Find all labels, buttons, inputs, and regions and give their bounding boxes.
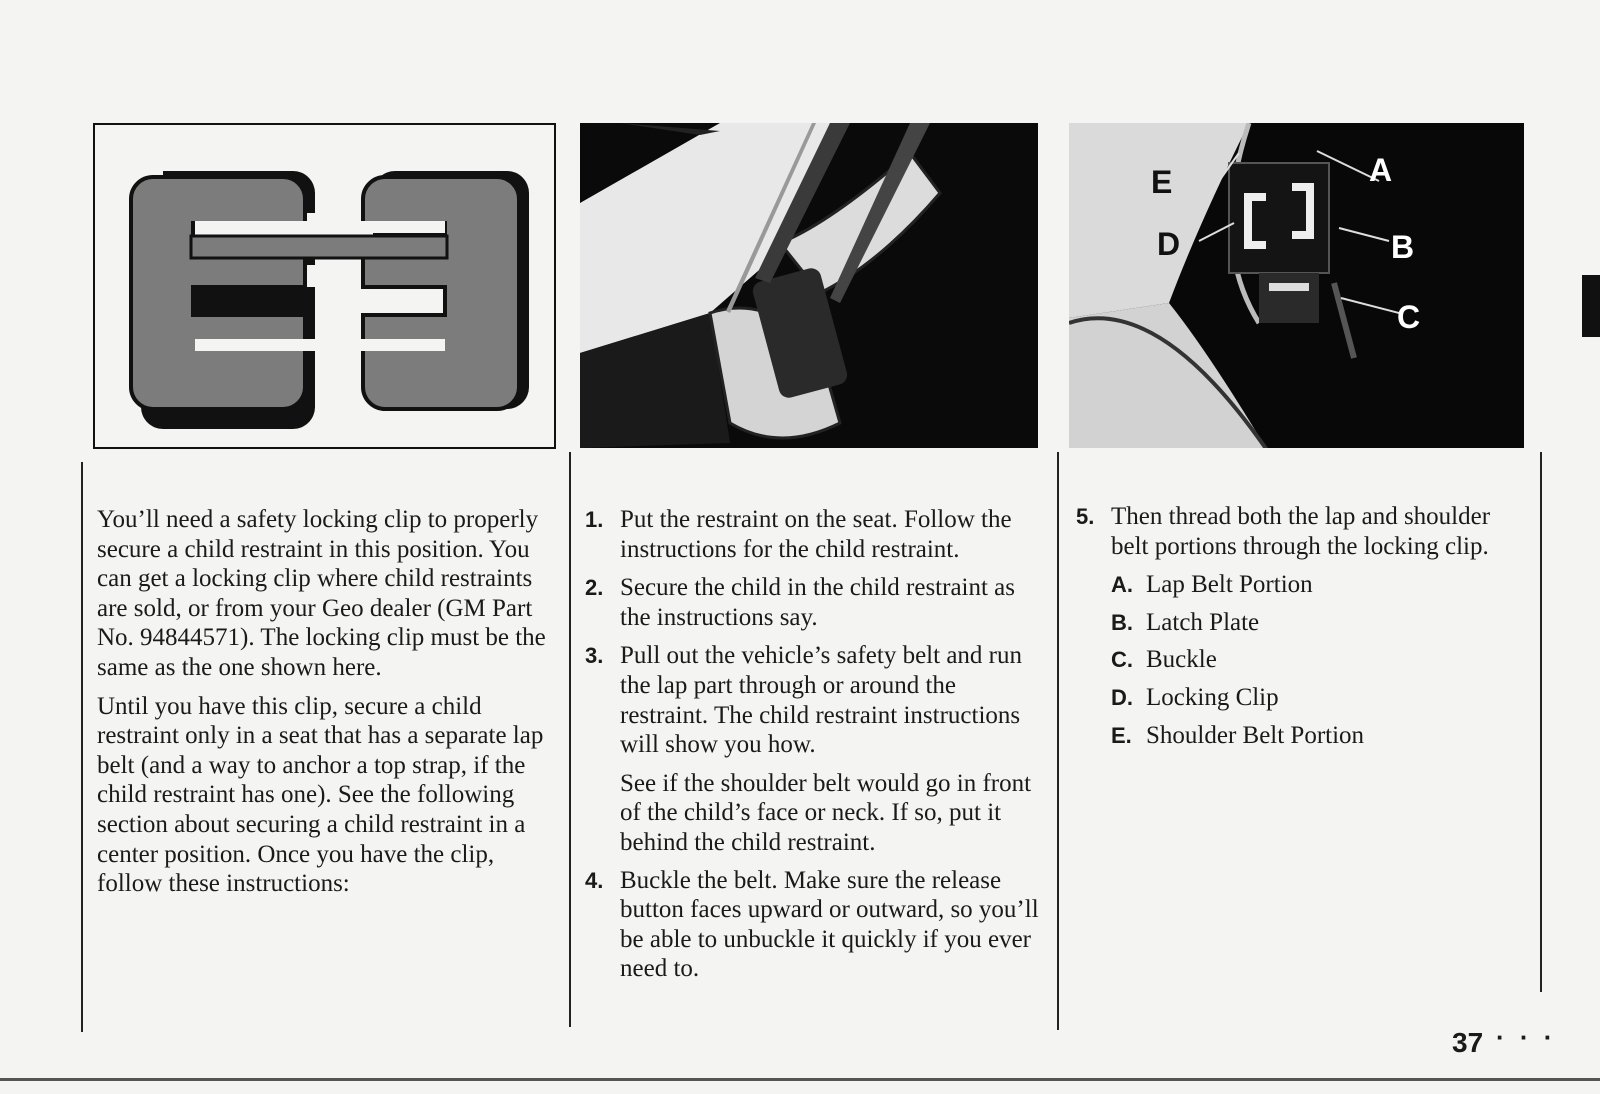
legend-item-e [1111, 721, 1516, 751]
step-number: 2. [585, 575, 604, 601]
legend-label: Lap Belt Portion [1146, 571, 1313, 599]
buckle-photo-figure [580, 123, 1038, 448]
legend-key: E. [1111, 722, 1132, 748]
step-text: Put the restraint on the seat. Follow the instructions for the child restraint. [620, 506, 1012, 563]
locking-clip-illustration-icon [95, 125, 554, 447]
steps-list [585, 505, 1040, 984]
page-number: 37 [1452, 1027, 1484, 1058]
locking-clip-figure [93, 123, 556, 449]
legend-label: Latch Plate [1146, 608, 1260, 636]
intro-column [97, 505, 557, 908]
steps-column [585, 505, 1040, 993]
step-text: Buckle the belt. Make sure the release button faces upward or outward, so you’ll be able to unbuckle it quickly if you ever need to. [620, 866, 1039, 983]
legend-item-d [1111, 683, 1516, 713]
step-number: 3. [585, 643, 604, 669]
legend-column [1076, 502, 1516, 758]
legend-key: A. [1111, 572, 1133, 598]
legend-item-b [1111, 608, 1516, 638]
legend-label: Shoulder Belt Portion [1146, 721, 1365, 749]
step-5 [1076, 502, 1516, 750]
legend-key: B. [1111, 609, 1133, 635]
step-1 [585, 505, 1040, 564]
labeled-belt-clip-photo-icon [1069, 123, 1524, 448]
labeled-photo-figure [1069, 123, 1524, 448]
callout-c: C [1397, 299, 1421, 335]
legend-key: C. [1111, 647, 1133, 673]
step-3 [585, 641, 1040, 857]
column-rule-left [81, 462, 83, 1032]
callout-a: A [1369, 152, 1393, 188]
page-continuation-dots: · · · [1496, 1022, 1557, 1052]
intro-paragraph-2: Until you have this clip, secure a child restraint only in a seat that has a separate lap belt (and a way to anchor a top strap, if the child restraint has one). See the following section about securing a child restraint in a center position. Once you have the clip, follow these instructions: [97, 692, 544, 898]
step-text: Secure the child in the child restraint as the instructions say. [620, 574, 1016, 631]
legend-item-a [1111, 570, 1516, 600]
step-note: See if the shoulder belt would go in front of the child’s face or neck. If so, put it behind the child restraint. [620, 769, 1032, 856]
intro-paragraph-1: You’ll need a safety locking clip to properly secure a child restraint in this position. You can get a locking clip where child restraints are sold, or from your Geo dealer (GM Part No. 94844571). The locking clip must be the same as the one shown here. [97, 506, 546, 681]
step-4 [585, 866, 1040, 984]
callout-d: D [1157, 226, 1181, 262]
legend-key: D. [1111, 684, 1133, 710]
part-legend [1111, 570, 1516, 750]
step-2 [585, 573, 1040, 632]
step-number: 5. [1076, 504, 1095, 529]
step-text: Then thread both the lap and shoulder belt portions through the locking clip. [1111, 503, 1491, 560]
column-rule-middle-right [1057, 452, 1059, 1030]
column-rule-right [1540, 452, 1542, 992]
bottom-rule [0, 1078, 1600, 1081]
legend-item-c [1111, 645, 1516, 675]
legend-label: Locking Clip [1146, 683, 1279, 711]
callout-e: E [1151, 164, 1173, 200]
step-number: 4. [585, 867, 604, 893]
column-rule-middle-left [569, 452, 571, 1027]
callout-b: B [1391, 229, 1415, 265]
legend-label: Buckle [1146, 646, 1217, 674]
hands-buckling-belt-photo-icon [580, 123, 1038, 448]
section-tab-marker [1582, 275, 1600, 337]
step-text: Pull out the vehicle’s safety belt and run the lap part through or around the restraint. The child restraint instructions will show you how. [620, 642, 1022, 759]
step-number: 1. [585, 507, 604, 532]
step-5-list [1076, 502, 1516, 750]
